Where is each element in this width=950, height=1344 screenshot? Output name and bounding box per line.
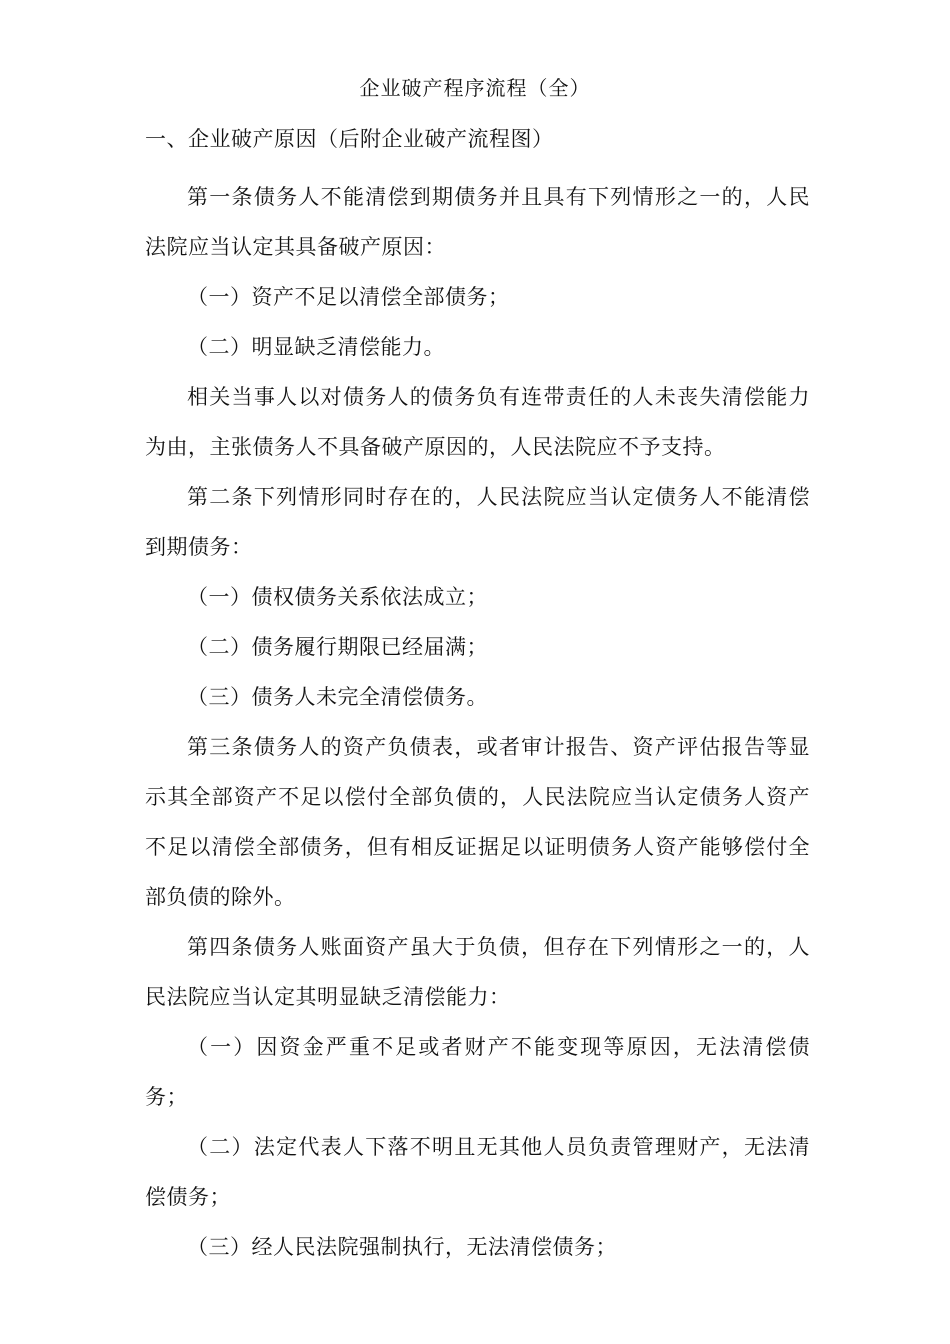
article-3-paragraph: 第三条债务人的资产负债表，或者审计报告、资产评估报告等显示其全部资产不足以偿付全部负债的，人民法院应当认定债务人资产不足以清偿全部债务，但有相反证据足以证明债务人资产能够偿付全部负债的除外。	[145, 735, 810, 909]
document-body	[145, 122, 810, 1272]
article-2-paragraph: 第二条下列情形同时存在的，人民法院应当认定债务人不能清偿到期债务：	[145, 485, 810, 559]
article-2-item-2: （二）债务履行期限已经届满；	[187, 635, 488, 659]
article-1-item-1: （一）资产不足以清偿全部债务；	[187, 285, 510, 309]
article-1-item-2: （二）明显缺乏清偿能力。	[187, 335, 445, 359]
joint-liability-paragraph: 相关当事人以对债务人的债务负有连带责任的人未丧失清偿能力为由，主张债务人不具备破产原因的，人民法院应不予支持。	[145, 385, 810, 459]
section-heading: 一、企业破产原因（后附企业破产流程图）	[145, 127, 554, 151]
article-2-item-3: （三）债务人未完全清偿债务。	[187, 685, 488, 709]
article-4-item-3: （三）经人民法院强制执行，无法清偿债务；	[187, 1235, 617, 1259]
article-4-paragraph: 第四条债务人账面资产虽大于负债，但存在下列情形之一的，人民法院应当认定其明显缺乏清偿能力：	[145, 935, 810, 1009]
article-2-item-1: （一）债权债务关系依法成立；	[187, 585, 488, 609]
article-4-item-2: （二）法定代表人下落不明且无其他人员负责管理财产，无法清偿债务；	[145, 1135, 810, 1209]
article-4-item-1: （一）因资金严重不足或者财产不能变现等原因，无法清偿债务；	[145, 1035, 810, 1109]
article-1-paragraph: 第一条债务人不能清偿到期债务并且具有下列情形之一的，人民法院应当认定其具备破产原因：	[145, 185, 810, 259]
document-title: 企业破产程序流程（全）	[359, 76, 591, 100]
